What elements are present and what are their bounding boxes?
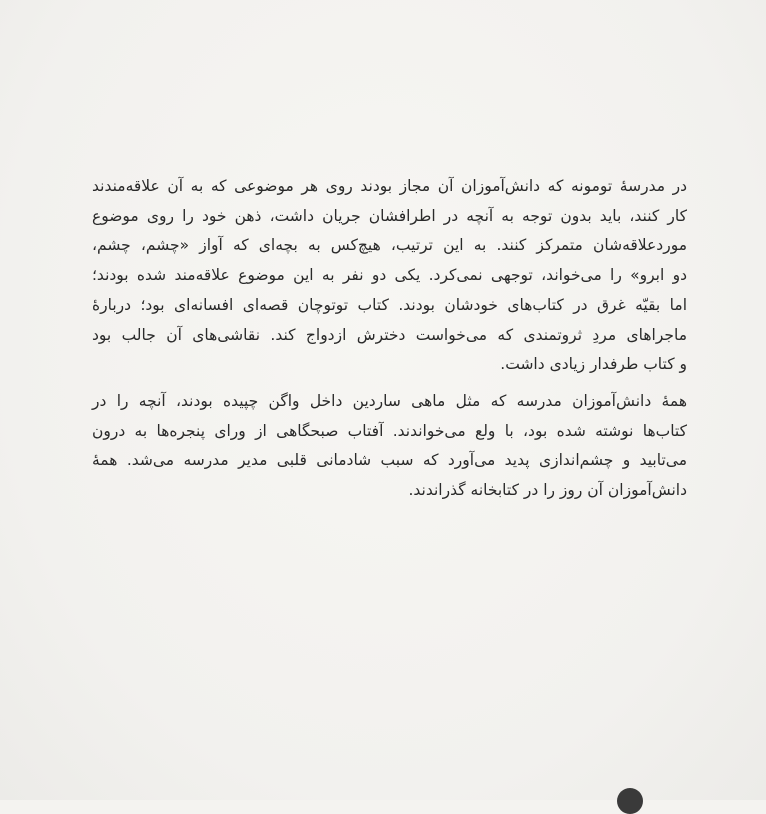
text-line: دو ابرو» را می‌خواند، توجهی نمی‌کرد. یکی دو نفر به این موضوع علاقه‌مند شده بودند؛ <box>92 266 687 285</box>
text-line: کتاب‌ها نوشته شده بود، با ولع می‌خواندند. آفتاب صبحگاهی از ورای پنجره‌ها به درون <box>92 421 687 440</box>
text-line: ماجراهای مردِ ثروتمندی که می‌خواست دخترش ازدواج کند. نقاشی‌های آن جالب بود <box>92 325 687 344</box>
text-line: در مدرسهٔ تومونه که دانش‌آموزان آن مجاز بودند روی هر موضوعی که به آن علاقه‌مندند <box>92 177 687 195</box>
paragraph-1 <box>92 172 687 380</box>
text-line: کار کنند، باید بدون توجه به آنچه در اطرافشان جریان داشت، ذهن خود را روی موضوع <box>92 206 687 225</box>
text-line: دانش‌آموزان آن روز را در کتابخانه گذراندند. <box>408 481 687 500</box>
text-line: موردعلاقه‌شان متمرکز کنند. به این ترتیب، هیچ‌کس به بچه‌ای که آواز «چشم، چشم، <box>92 236 687 255</box>
text-line: می‌تابید و چشم‌اندازی پدید می‌آورد که سبب شادمانی قلبی مدیر مدرسه می‌شد. همهٔ <box>92 451 687 470</box>
paragraph-2 <box>92 387 687 506</box>
text-line: و کتاب طرفدار زیادی داشت. <box>500 355 687 374</box>
body-text <box>92 172 687 506</box>
text-line: اما بقیّه غرق در کتاب‌های خودشان بودند. کتاب توتوچان قصه‌ای افسانه‌ای بود؛ دربارهٔ <box>92 295 687 314</box>
text-line: همهٔ دانش‌آموزان مدرسه که مثل ماهی ساردین داخل واگن چپیده بودند، آنچه را در <box>92 391 687 410</box>
page-edge-mark <box>617 788 643 814</box>
